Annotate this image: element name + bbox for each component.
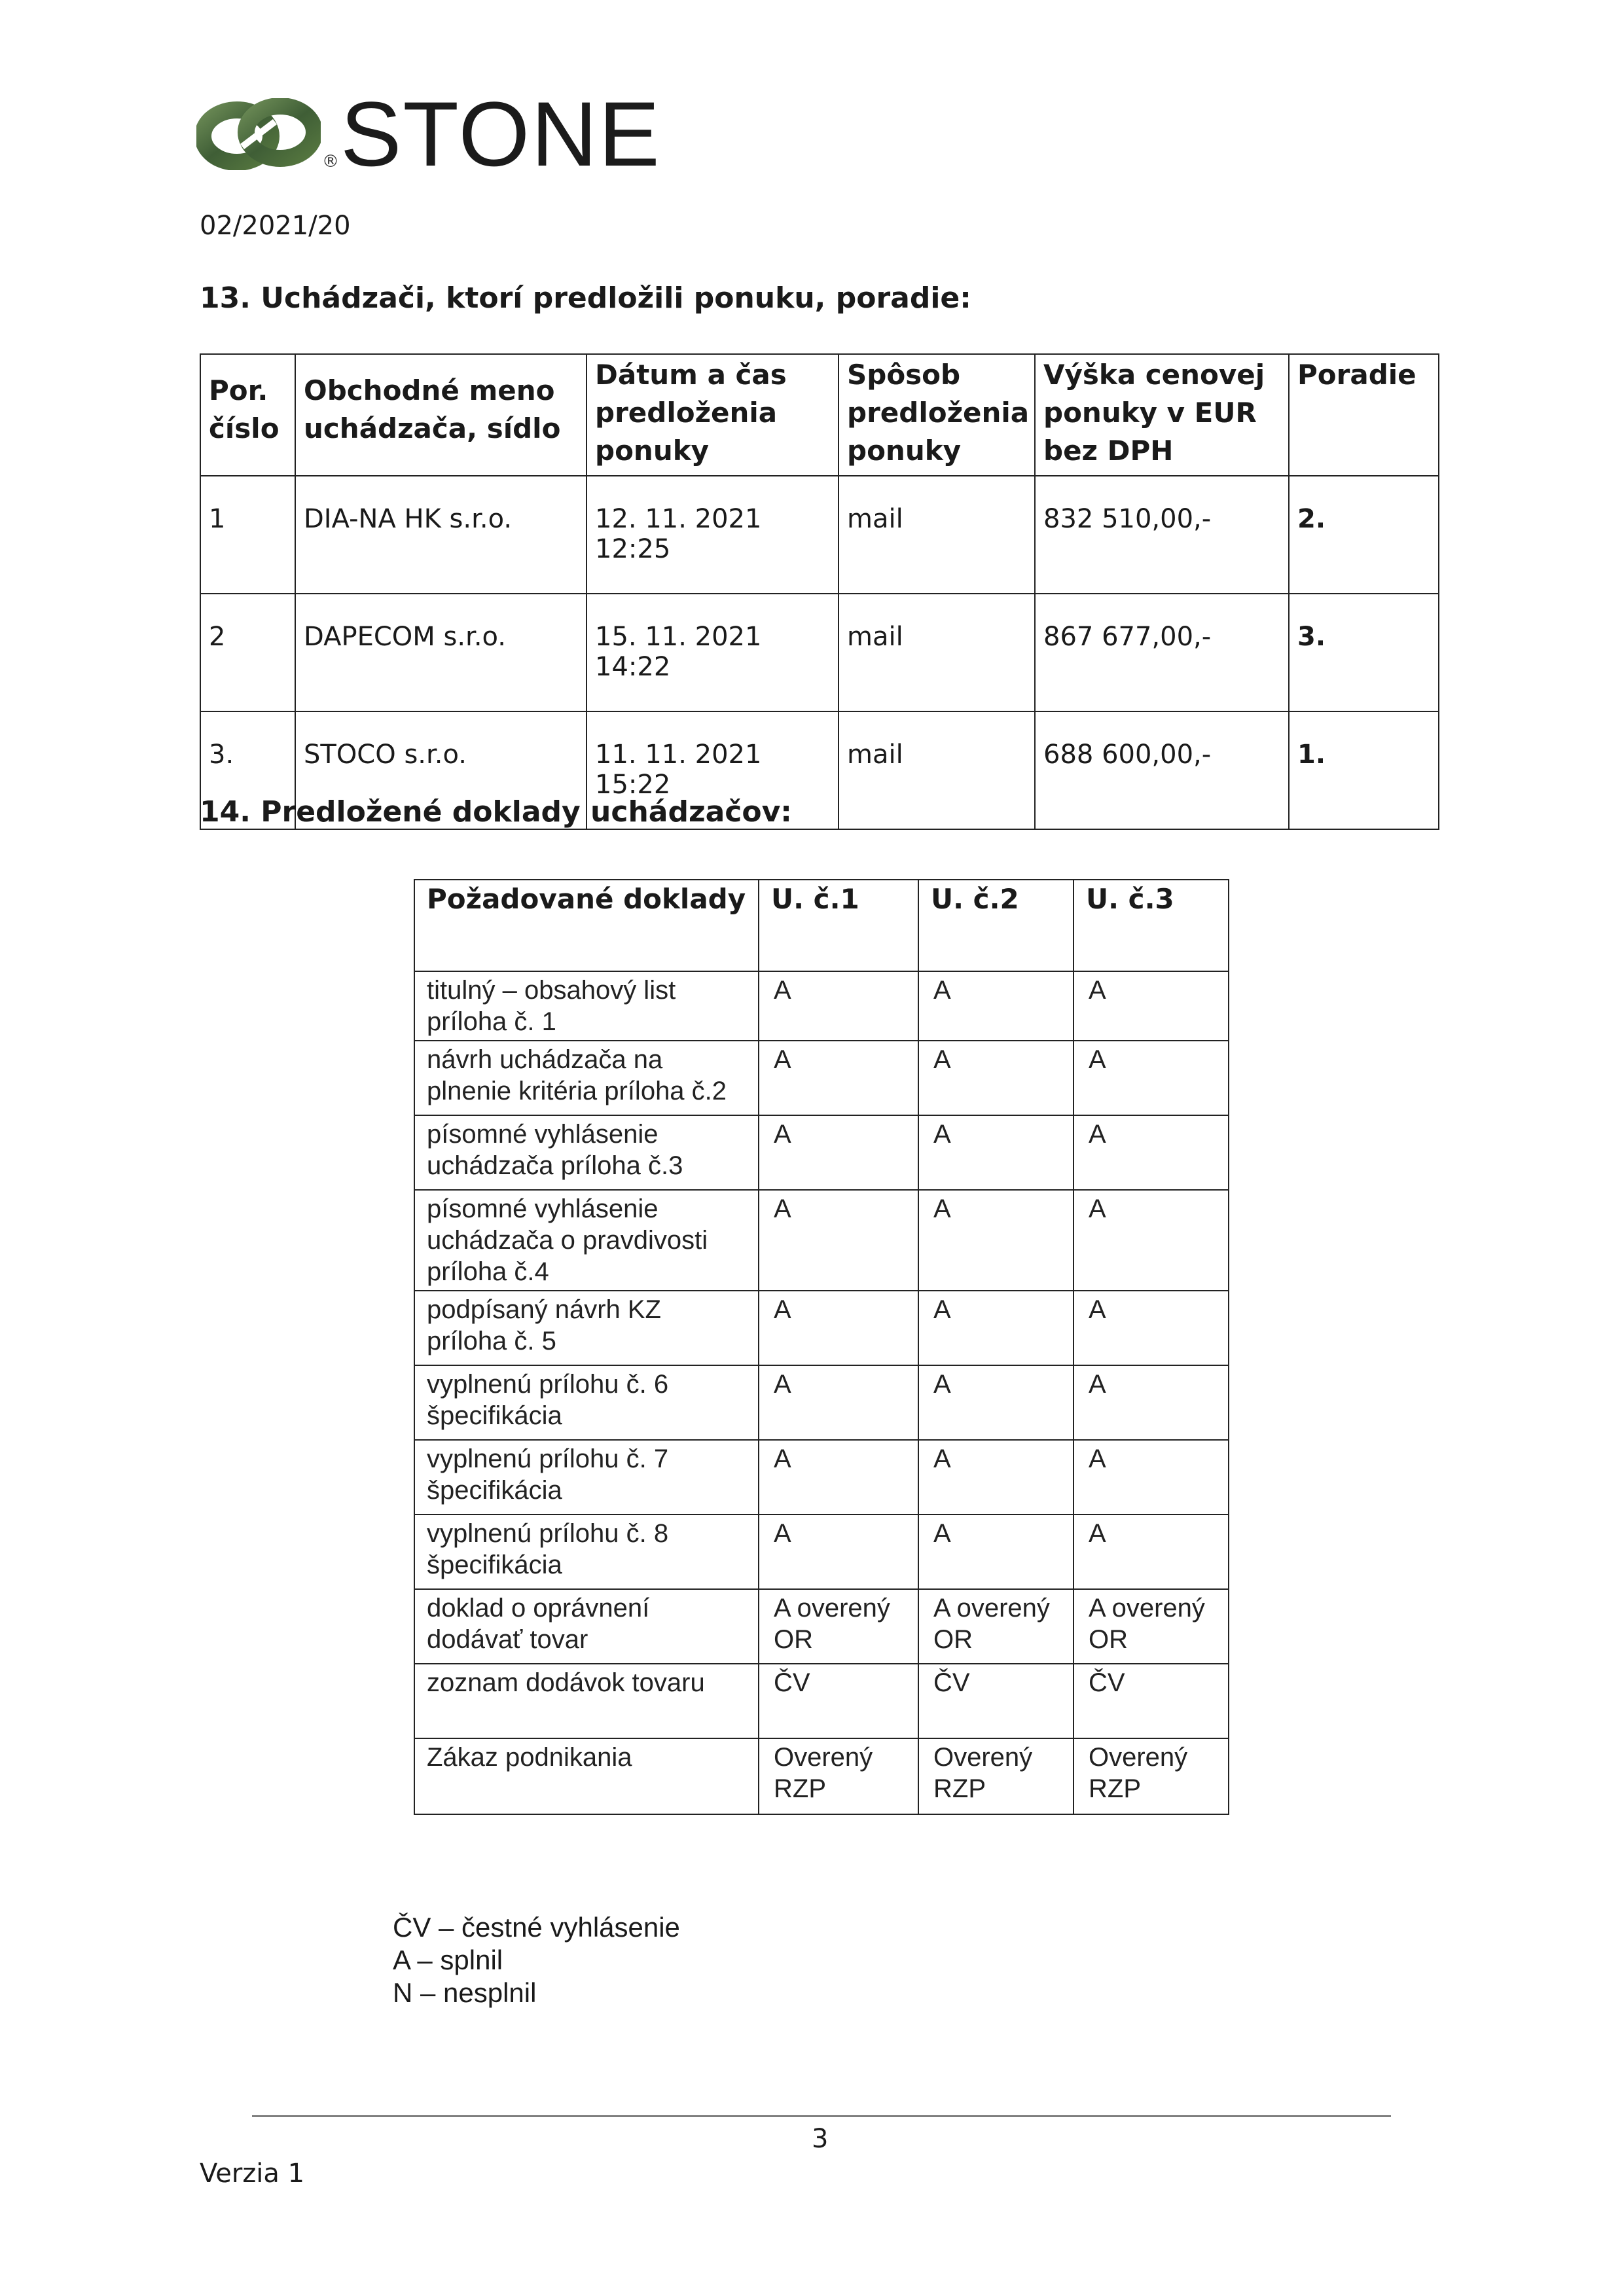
cell-u2: Overený RZP bbox=[918, 1738, 1074, 1814]
cell-datetime: 12. 11. 2021 12:25 bbox=[586, 476, 839, 594]
cell-u2: A overený OR bbox=[918, 1589, 1074, 1664]
cell-u2: A bbox=[918, 1115, 1074, 1190]
table-row bbox=[414, 1190, 1229, 1291]
cell-name: DAPECOM s.r.o. bbox=[295, 594, 586, 711]
cell-method: mail bbox=[839, 594, 1035, 711]
page-number: 3 bbox=[812, 2124, 829, 2154]
stone-chain-link-icon bbox=[196, 98, 321, 170]
bidders-table bbox=[200, 353, 1439, 830]
cell-u3: A bbox=[1074, 1041, 1229, 1115]
cell-u1: A bbox=[759, 971, 918, 1041]
cell-document: titulný – obsahový list príloha č. 1 bbox=[414, 971, 759, 1041]
section-14-title: 14. Predložené doklady uchádzačov: bbox=[200, 795, 792, 829]
cell-document: zoznam dodávok tovaru bbox=[414, 1664, 759, 1738]
logo-wordmark: STONE bbox=[340, 82, 661, 185]
legend-item: A – splnil bbox=[393, 1945, 503, 1975]
cell-u1: A bbox=[759, 1365, 918, 1440]
cell-u3: A bbox=[1074, 1115, 1229, 1190]
cell-document: podpísaný návrh KZ príloha č. 5 bbox=[414, 1291, 759, 1365]
cell-datetime: 11. 11. 2021 15:22 bbox=[586, 711, 839, 829]
col-header-price: Výška cenovej ponuky v EUR bez DPH bbox=[1035, 354, 1289, 476]
col-header-documents: Požadované doklady bbox=[414, 880, 759, 971]
cell-u1: A bbox=[759, 1515, 918, 1589]
cell-order: 1 bbox=[200, 476, 295, 594]
legend-item: N – nesplnil bbox=[393, 1977, 537, 2008]
cell-name: DIA-NA HK s.r.o. bbox=[295, 476, 586, 594]
cell-price: 867 677,00,- bbox=[1035, 594, 1289, 711]
cell-rank: 3. bbox=[1289, 594, 1439, 711]
cell-u2: A bbox=[918, 971, 1074, 1041]
col-header-method: Spôsob predloženia ponuky bbox=[839, 354, 1035, 476]
cell-rank: 2. bbox=[1289, 476, 1439, 594]
table-row bbox=[200, 594, 1439, 711]
cell-order: 3. bbox=[200, 711, 295, 829]
documents-table bbox=[414, 879, 1229, 1815]
cell-u3: ČV bbox=[1074, 1664, 1229, 1738]
table-row bbox=[414, 1365, 1229, 1440]
cell-u2: A bbox=[918, 1041, 1074, 1115]
cell-u3: A bbox=[1074, 1291, 1229, 1365]
cell-u2: A bbox=[918, 1291, 1074, 1365]
legend-item: ČV – čestné vyhlásenie bbox=[393, 1912, 680, 1943]
cell-price: 688 600,00,- bbox=[1035, 711, 1289, 829]
cell-price: 832 510,00,- bbox=[1035, 476, 1289, 594]
cell-u3: A bbox=[1074, 1365, 1229, 1440]
col-header-name: Obchodné meno uchádzača, sídlo bbox=[295, 354, 586, 476]
cell-u1: A overený OR bbox=[759, 1589, 918, 1664]
document-number: 02/2021/20 bbox=[200, 211, 351, 241]
table-row bbox=[414, 1115, 1229, 1190]
cell-u1: A bbox=[759, 1291, 918, 1365]
table-row bbox=[414, 1589, 1229, 1664]
cell-name: STOCO s.r.o. bbox=[295, 711, 586, 829]
cell-document: návrh uchádzača na plnenie kritéria príloha č.2 bbox=[414, 1041, 759, 1115]
table-row bbox=[414, 1515, 1229, 1589]
col-header-u1: U. č.1 bbox=[759, 880, 918, 971]
section-13-title: 13. Uchádzači, ktorí predložili ponuku, poradie: bbox=[200, 281, 971, 315]
cell-rank: 1. bbox=[1289, 711, 1439, 829]
cell-u3: A overený OR bbox=[1074, 1589, 1229, 1664]
cell-u3: A bbox=[1074, 1440, 1229, 1515]
cell-document: vyplnenú prílohu č. 6 špecifikácia bbox=[414, 1365, 759, 1440]
cell-u1: A bbox=[759, 1190, 918, 1291]
cell-document: Zákaz podnikania bbox=[414, 1738, 759, 1814]
cell-method: mail bbox=[839, 476, 1035, 594]
document-version: Verzia 1 bbox=[200, 2159, 305, 2189]
cell-u1: A bbox=[759, 1115, 918, 1190]
cell-method: mail bbox=[839, 711, 1035, 829]
col-header-datetime: Dátum a čas predloženia ponuky bbox=[586, 354, 839, 476]
cell-u1: A bbox=[759, 1440, 918, 1515]
cell-order: 2 bbox=[200, 594, 295, 711]
footer-divider bbox=[252, 2115, 1391, 2117]
cell-u2: ČV bbox=[918, 1664, 1074, 1738]
cell-u1: Overený RZP bbox=[759, 1738, 918, 1814]
col-header-u2: U. č.2 bbox=[918, 880, 1074, 971]
table-row bbox=[414, 1041, 1229, 1115]
registered-mark: ® bbox=[322, 152, 339, 171]
col-header-u3: U. č.3 bbox=[1074, 880, 1229, 971]
legend bbox=[393, 1911, 680, 2009]
table-row bbox=[414, 1440, 1229, 1515]
cell-document: písomné vyhlásenie uchádzača o pravdivosti príloha č.4 bbox=[414, 1190, 759, 1291]
cell-u1: A bbox=[759, 1041, 918, 1115]
cell-u3: A bbox=[1074, 1190, 1229, 1291]
table-row bbox=[414, 1738, 1229, 1814]
cell-u2: A bbox=[918, 1365, 1074, 1440]
cell-u2: A bbox=[918, 1190, 1074, 1291]
table-row bbox=[414, 1291, 1229, 1365]
col-header-rank: Poradie bbox=[1289, 354, 1439, 476]
table-header-row bbox=[414, 880, 1229, 971]
cell-u3: A bbox=[1074, 1515, 1229, 1589]
cell-u1: ČV bbox=[759, 1664, 918, 1738]
col-header-order: Por. číslo bbox=[200, 354, 295, 476]
cell-document: vyplnenú prílohu č. 7 špecifikácia bbox=[414, 1440, 759, 1515]
table-header-row bbox=[200, 354, 1439, 476]
table-row bbox=[414, 1664, 1229, 1738]
cell-document: doklad o oprávnení dodávať tovar bbox=[414, 1589, 759, 1664]
cell-u2: A bbox=[918, 1440, 1074, 1515]
cell-u3: Overený RZP bbox=[1074, 1738, 1229, 1814]
cell-u2: A bbox=[918, 1515, 1074, 1589]
cell-document: písomné vyhlásenie uchádzača príloha č.3 bbox=[414, 1115, 759, 1190]
cell-document: vyplnenú prílohu č. 8 špecifikácia bbox=[414, 1515, 759, 1589]
cell-u3: A bbox=[1074, 971, 1229, 1041]
cell-datetime: 15. 11. 2021 14:22 bbox=[586, 594, 839, 711]
table-row bbox=[200, 476, 1439, 594]
company-logo bbox=[196, 82, 661, 185]
table-row bbox=[414, 971, 1229, 1041]
